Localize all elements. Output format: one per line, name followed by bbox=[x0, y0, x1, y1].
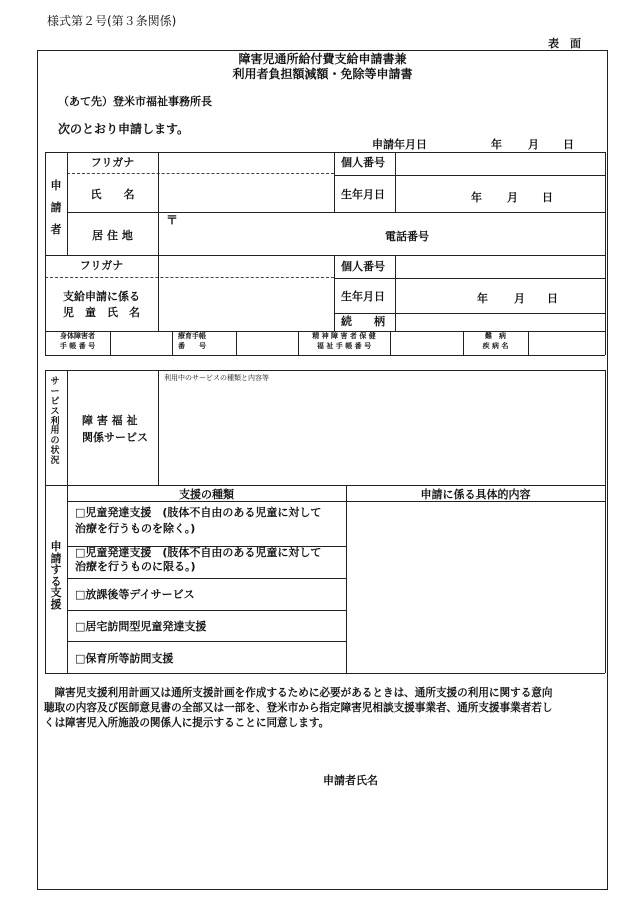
rule bbox=[334, 255, 335, 331]
rule bbox=[45, 370, 46, 673]
service-label-line2: 関係サービス bbox=[82, 431, 148, 444]
mental-handbook-label-l1: 精 神 障 害 者 保 健 bbox=[312, 332, 376, 340]
applicant-birth-year: 年 bbox=[471, 191, 482, 204]
rule bbox=[45, 277, 334, 278]
rule bbox=[605, 152, 606, 355]
applicant-birth-day: 日 bbox=[542, 191, 553, 204]
rehab-handbook-label-l2: 番 号 bbox=[178, 342, 206, 350]
application-date-year: 年 bbox=[491, 138, 502, 151]
child-personal-number-label: 個人番号 bbox=[341, 260, 385, 273]
rule bbox=[395, 255, 396, 331]
application-date-day: 日 bbox=[563, 138, 574, 151]
form-frame bbox=[37, 50, 608, 890]
rule bbox=[45, 255, 605, 256]
child-birth-month: 月 bbox=[514, 292, 525, 305]
physical-handbook-label-l1: 身体障害者 bbox=[60, 332, 95, 340]
applicant-phone-label: 電話番号 bbox=[385, 230, 429, 243]
postal-mark: 〒 bbox=[166, 213, 179, 227]
disease-label-l1: 難 病 bbox=[485, 332, 506, 340]
application-date-label: 申請年月日 bbox=[372, 138, 427, 151]
rule bbox=[172, 331, 173, 355]
child-name-label-line2: 児 童 氏 名 bbox=[63, 306, 140, 319]
form-title-line2: 利用者負担額減額・免除等申請書 bbox=[232, 67, 413, 81]
support-item-line2: 治療を行うものを除く。) bbox=[75, 522, 196, 535]
rule bbox=[110, 331, 111, 355]
rule bbox=[67, 641, 346, 642]
form-number: 様式第２号(第３条関係) bbox=[47, 14, 177, 28]
support-item[interactable]: □放課後等デイサービス bbox=[75, 588, 195, 601]
support-item-line2: 治療を行うものに限る。) bbox=[75, 560, 196, 573]
application-date-month: 月 bbox=[528, 138, 539, 151]
mental-handbook-label-l2: 福 祉 手 帳 番 号 bbox=[316, 342, 372, 350]
rule bbox=[45, 485, 605, 486]
applicant-address-label: 居 住 地 bbox=[92, 229, 133, 242]
form-title-line1: 障害児通所給付費支給申請書兼 bbox=[238, 52, 407, 66]
rule bbox=[528, 331, 529, 355]
child-birth-year: 年 bbox=[477, 292, 488, 305]
rule bbox=[67, 173, 334, 174]
rule bbox=[158, 152, 159, 331]
rule bbox=[390, 331, 391, 355]
rule bbox=[334, 313, 605, 314]
rule bbox=[67, 370, 68, 673]
service-status-section-label: サービス利用の状況 bbox=[50, 377, 60, 467]
support-type-header: 支援の種類 bbox=[179, 488, 234, 501]
support-detail-header: 申請に係る具体的内容 bbox=[420, 488, 531, 501]
rule bbox=[67, 501, 605, 502]
applicant-section-label: 申請者 bbox=[50, 179, 62, 236]
addressee: （あて先）登米市福祉事務所長 bbox=[58, 95, 212, 108]
rule bbox=[334, 278, 605, 279]
intro-text: 次のとおり申請します。 bbox=[58, 122, 190, 136]
rule bbox=[67, 212, 605, 213]
rule bbox=[45, 152, 605, 153]
rule bbox=[334, 175, 605, 176]
applicant-furigana-label: フリガナ bbox=[90, 156, 135, 169]
support-item[interactable]: □児童発達支援 (肢体不自由のある児童に対して bbox=[75, 506, 322, 519]
support-item[interactable]: □児童発達支援 (肢体不自由のある児童に対して bbox=[75, 546, 322, 559]
physical-handbook-label-l2: 手 帳 番 号 bbox=[59, 342, 96, 350]
consent-line3: くは障害児入所施設の関係人に提示することに同意します。 bbox=[44, 717, 330, 729]
rule bbox=[605, 370, 606, 673]
applicant-name-label: 氏 名 bbox=[90, 188, 135, 201]
rule bbox=[45, 152, 46, 355]
rule bbox=[67, 610, 346, 611]
consent-line2: 聴取の内容及び医師意見書の全部又は一部を、登米市から指定障害児相談支援事業者、通所支援事業者若し bbox=[44, 702, 553, 714]
applicant-personal-number-label: 個人番号 bbox=[341, 156, 385, 169]
rule bbox=[346, 485, 347, 673]
child-birth-day: 日 bbox=[547, 292, 558, 305]
child-birthdate-label: 生年月日 bbox=[341, 290, 385, 303]
rule bbox=[67, 578, 346, 579]
service-label-line1: 障 害 福 祉 bbox=[82, 414, 138, 427]
rule bbox=[45, 673, 605, 674]
rule bbox=[158, 370, 159, 485]
rule bbox=[45, 355, 605, 356]
child-name-label-line1: 支給申請に係る bbox=[63, 290, 140, 303]
rule bbox=[236, 331, 237, 355]
support-item[interactable]: □保育所等訪問支援 bbox=[75, 652, 174, 665]
rule bbox=[45, 370, 605, 371]
side-label: 表 面 bbox=[548, 37, 581, 50]
child-furigana-label: フリガナ bbox=[79, 259, 124, 272]
rehab-handbook-label-l1: 療育手帳 bbox=[178, 332, 206, 340]
consent-line1: 障害児支援利用計画又は通所支援計画を作成するために必要があるときは、通所支援の利用に関する意向 bbox=[44, 687, 553, 699]
disease-label-l2: 疾 病 名 bbox=[482, 342, 509, 350]
applicant-birthdate-label: 生年月日 bbox=[341, 188, 385, 201]
rule bbox=[334, 152, 335, 212]
service-note: 利用中のサービスの種類と内容等 bbox=[164, 374, 269, 382]
rule bbox=[395, 152, 396, 212]
support-section-label: 申請する支援 bbox=[50, 540, 62, 611]
applicant-birth-month: 月 bbox=[507, 191, 518, 204]
signature-label: 申請者氏名 bbox=[323, 774, 378, 787]
support-item[interactable]: □居宅訪問型児童発達支援 bbox=[75, 620, 207, 633]
child-relationship-label: 続 柄 bbox=[341, 315, 385, 328]
